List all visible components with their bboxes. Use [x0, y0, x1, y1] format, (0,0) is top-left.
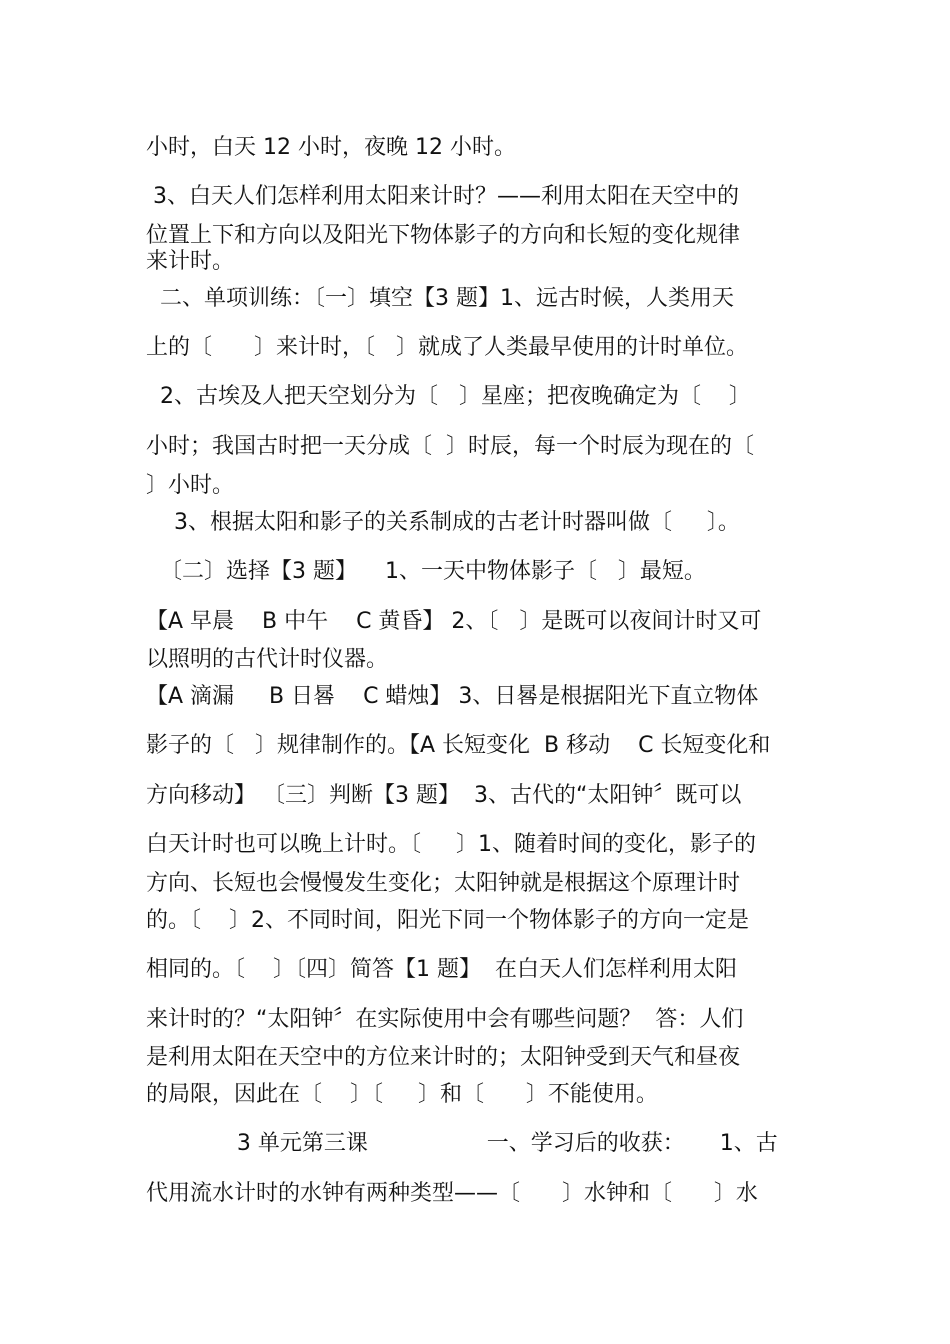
text-line: 代用流水计时的水钟有两种类型——〔 〕水钟和〔 〕水 — [146, 1181, 758, 1206]
text-line: 〔二〕选择【3 题】 1、一天中物体影子〔 〕最短。 — [146, 559, 706, 584]
text-line: 2、古埃及人把天空划分为〔 〕星座；把夜晚确定为〔 〕 — [146, 384, 751, 409]
text-line: 来计时。 — [146, 249, 235, 274]
text-line: 小时；我国古时把一天分成〔 〕时辰，每一个时辰为现在的〔 — [146, 434, 754, 459]
text-line: 〕小时。 — [146, 473, 235, 498]
text-line: 来计时的？“太阳钟〞在实际使用中会有哪些问题？ 答：人们 — [146, 1007, 744, 1032]
text-line: 是利用太阳在天空中的方位来计时的；太阳钟受到天气和昼夜 — [146, 1045, 741, 1070]
text-line: 小时，白天 12 小时，夜晚 12 小时。 — [146, 135, 516, 160]
text-line: 相同的。〔 〕〔四〕简答【1 题】 在白天人们怎样利用太阳 — [146, 957, 737, 982]
text-line: 以照明的古代计时仪器。 — [146, 647, 389, 672]
text-line: 【A 滴漏 B 日晷 C 蜡烛】 3、日晷是根据阳光下直立物体 — [146, 684, 759, 709]
text-line: 方向、长短也会慢慢发生变化；太阳钟就是根据这个原理计时 — [146, 871, 741, 896]
text-line: 3、根据太阳和影子的关系制成的古老计时器叫做〔 〕。 — [146, 510, 740, 535]
text-line: 3 单元第三课 一、学习后的收获： 1、古 — [146, 1131, 778, 1156]
text-line: 位置上下和方向以及阳光下物体影子的方向和长短的变化规律 — [146, 223, 741, 248]
text-line: 影子的〔 〕规律制作的。【A 长短变化 B 移动 C 长短变化和 — [146, 733, 771, 758]
text-line: 上的〔 〕来计时，〔 〕就成了人类最早使用的计时单位。 — [146, 335, 748, 360]
text-line: 的。〔 〕2、不同时间，阳光下同一个物体影子的方向一定是 — [146, 908, 749, 933]
text-line: 二、单项训练：〔一〕填空【3 题】1、远古时候，人类用天 — [146, 286, 734, 311]
text-line: 白天计时也可以晚上计时。〔 〕1、随着时间的变化，影子的 — [146, 832, 756, 857]
text-line: 的局限，因此在〔 〕〔 〕和〔 〕不能使用。 — [146, 1082, 658, 1107]
text-line: 方向移动】 〔三〕判断【3 题】 3、古代的“太阳钟〞既可以 — [146, 783, 742, 808]
text-line: 3、白天人们怎样利用太阳来计时？——利用太阳在天空中的 — [146, 184, 739, 209]
text-line: 【A 早晨 B 中午 C 黄昏】 2、〔 〕是既可以夜间计时又可 — [146, 609, 762, 634]
